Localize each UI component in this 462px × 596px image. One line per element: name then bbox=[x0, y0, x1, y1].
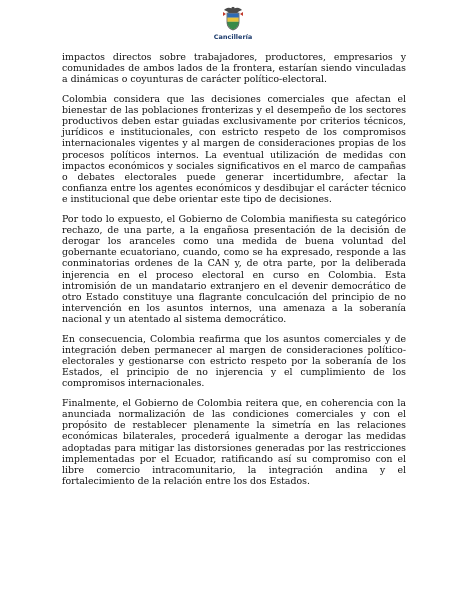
paragraph: Colombia considera que las decisiones comerciales que afectan el bienestar de las poblaciones fronterizas y el desempeño de los sectores productivos deben estar guiadas exclusivamente por criterios técnicos, jurídicos e institucionales, con estricto respeto de los compromisos internacionales vigentes y al margen de consideraciones propias de los procesos políticos internos. La eventual utilización de medidas con impactos económicos y sociales significativos en el marco de campañas o debates electorales puede generar incertidumbre, afectar la confianza entre los agentes económicos y desdibujar el carácter técnico e institucional que debe orientar este tipo de decisiones. bbox=[62, 93, 406, 206]
paragraph: En consecuencia, Colombia reafirma que los asuntos comerciales y de integración deben permanecer al margen de consideraciones político-electorales y gestionarse con estricto respeto por la soberanía de los Estados, el principio de no injerencia y el cumplimiento de los compromisos internacionales. bbox=[62, 333, 406, 390]
paragraph: Por todo lo expuesto, el Gobierno de Colombia manifiesta su categórico rechazo, de una parte, a la engañosa presentación de la decisión de derogar los aranceles como una medida de buena voluntad del gobernante ecuatoriano, cuando, como se ha expresado, responde a las conminatorias ordenes de la CAN y, de otra parte, por la deliberada injerencia en el proceso electoral en curso en Colombia. Esta intromisión de un mandatario extranjero en el devenir democrático de otro Estado constituye una flagrante conculcación del principio de no intervención en los asuntos internos, una amenaza a la soberanía nacional y un atentado al sistema democrático. bbox=[62, 213, 406, 326]
paragraph: impactos directos sobre trabajadores, productores, empresarios y comunidades de ambos lados de la frontera, estarían siendo vinculadas a dinámicas o coyunturas de carácter político-electoral. bbox=[62, 52, 406, 86]
brand-name: Cancillería bbox=[213, 33, 253, 41]
paragraph: Finalmente, el Gobierno de Colombia reitera que, en coherencia con la anunciada normalización de las condiciones comerciales y con el propósito de restablecer plenamente la simetría en las relaciones económicas bilaterales, procederá igualmente a derogar las medidas adoptadas para mitigar las distorsiones generadas por las restricciones implementadas por el Ecuador, ratificando así su compromiso con el libre comercio intracomunitario, la integración andina y el fortalecimiento de la relación entre los dos Estados. bbox=[62, 397, 406, 488]
document-body bbox=[62, 52, 406, 495]
letterhead bbox=[212, 4, 254, 56]
colombia-coat-of-arms-icon bbox=[222, 4, 244, 34]
